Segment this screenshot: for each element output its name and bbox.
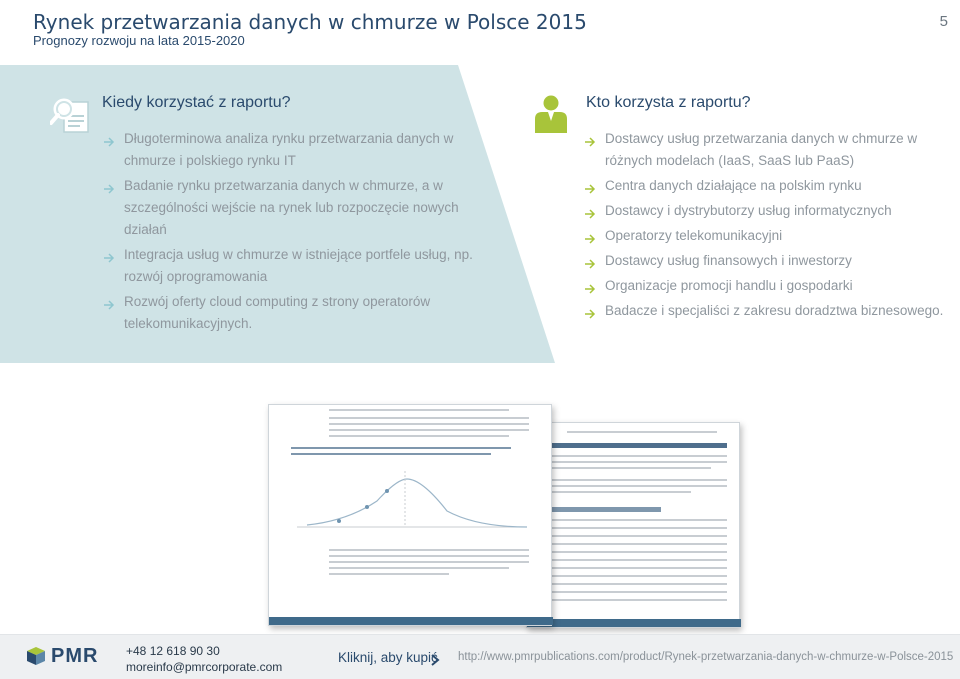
list-item-text: Dostawcy usług finansowych i inwestorzy bbox=[605, 253, 852, 268]
list-item bbox=[584, 128, 954, 172]
list-item bbox=[103, 175, 473, 241]
list-item bbox=[103, 128, 473, 172]
arrow-right-icon bbox=[103, 296, 116, 308]
list-item bbox=[103, 291, 473, 335]
arrow-right-icon bbox=[584, 205, 597, 217]
list-item-text: Centra danych działające na polskim rynku bbox=[605, 178, 862, 193]
product-url-link[interactable]: http://www.pmrpublications.com/product/Rynek-przetwarzania-danych-w-chmurze-w-Polsce-2015 bbox=[458, 651, 954, 663]
magnifier-document-icon bbox=[50, 96, 92, 134]
right-section-title: Kto korzysta z raportu? bbox=[586, 94, 751, 111]
arrow-right-icon bbox=[584, 255, 597, 267]
list-item-text: Integracja usług w chmurze w istniejące portfele usług, np. rozwój oprogramowania bbox=[124, 247, 473, 284]
email-link[interactable]: moreinfo@pmrcorporate.com bbox=[126, 660, 283, 674]
contact-info bbox=[126, 643, 282, 675]
page-title: Rynek przetwarzania danych w chmurze w Polsce 2015 bbox=[33, 10, 587, 34]
list-item-text: Dostawcy usług przetwarzania danych w chmurze w różnych modelach (IaaS, SaaS lub PaaS) bbox=[605, 131, 918, 168]
list-item bbox=[584, 300, 954, 322]
person-icon bbox=[533, 95, 569, 134]
pmr-logo: PMR bbox=[51, 645, 99, 667]
list-item bbox=[584, 250, 954, 272]
report-page-thumbnail bbox=[526, 422, 740, 628]
arrow-right-icon bbox=[103, 180, 116, 192]
list-item bbox=[103, 244, 473, 288]
list-item bbox=[584, 275, 954, 297]
phone-number: +48 12 618 90 30 bbox=[126, 644, 220, 658]
right-bullet-list bbox=[584, 128, 954, 325]
report-preview-thumbnails bbox=[260, 398, 740, 630]
footer bbox=[0, 634, 960, 679]
list-item-text: Badacze i specjaliści z zakresu doradztwa biznesowego. bbox=[605, 303, 944, 318]
arrow-right-icon bbox=[584, 280, 597, 292]
list-item-text: Operatorzy telekomunikacyjni bbox=[605, 228, 783, 243]
left-bullet-list bbox=[103, 128, 473, 338]
list-item-text: Badanie rynku przetwarzania danych w chmurze, a w szczególności wejście na rynek lub rozpoczęcie nowych działań bbox=[124, 178, 459, 237]
list-item bbox=[584, 200, 954, 222]
arrow-right-icon bbox=[584, 133, 597, 145]
list-item bbox=[584, 225, 954, 247]
list-item-text: Dostawcy i dystrybutorzy usług informatycznych bbox=[605, 203, 892, 218]
arrow-right-icon bbox=[584, 230, 597, 242]
list-item-text: Organizacje promocji handlu i gospodarki bbox=[605, 278, 853, 293]
arrow-right-icon bbox=[584, 305, 597, 317]
chevron-right-icon[interactable] bbox=[430, 653, 440, 665]
report-page-thumbnail bbox=[268, 404, 552, 626]
left-section-title: Kiedy korzystać z raportu? bbox=[102, 94, 291, 111]
page-subtitle: Prognozy rozwoju na lata 2015-2020 bbox=[33, 33, 245, 48]
page-number: 5 bbox=[939, 13, 948, 30]
pmr-logo-icon bbox=[26, 646, 46, 666]
list-item bbox=[584, 175, 954, 197]
list-item-text: Długoterminowa analiza rynku przetwarzania danych w chmurze i polskiego rynku IT bbox=[124, 131, 454, 168]
arrow-right-icon bbox=[103, 133, 116, 145]
arrow-right-icon bbox=[103, 249, 116, 261]
buy-link[interactable]: Kliknij, aby kupić bbox=[338, 650, 438, 665]
arrow-right-icon bbox=[584, 180, 597, 192]
header bbox=[0, 0, 960, 58]
list-item-text: Rozwój oferty cloud computing z strony operatorów telekomunikacyjnych. bbox=[124, 294, 431, 331]
